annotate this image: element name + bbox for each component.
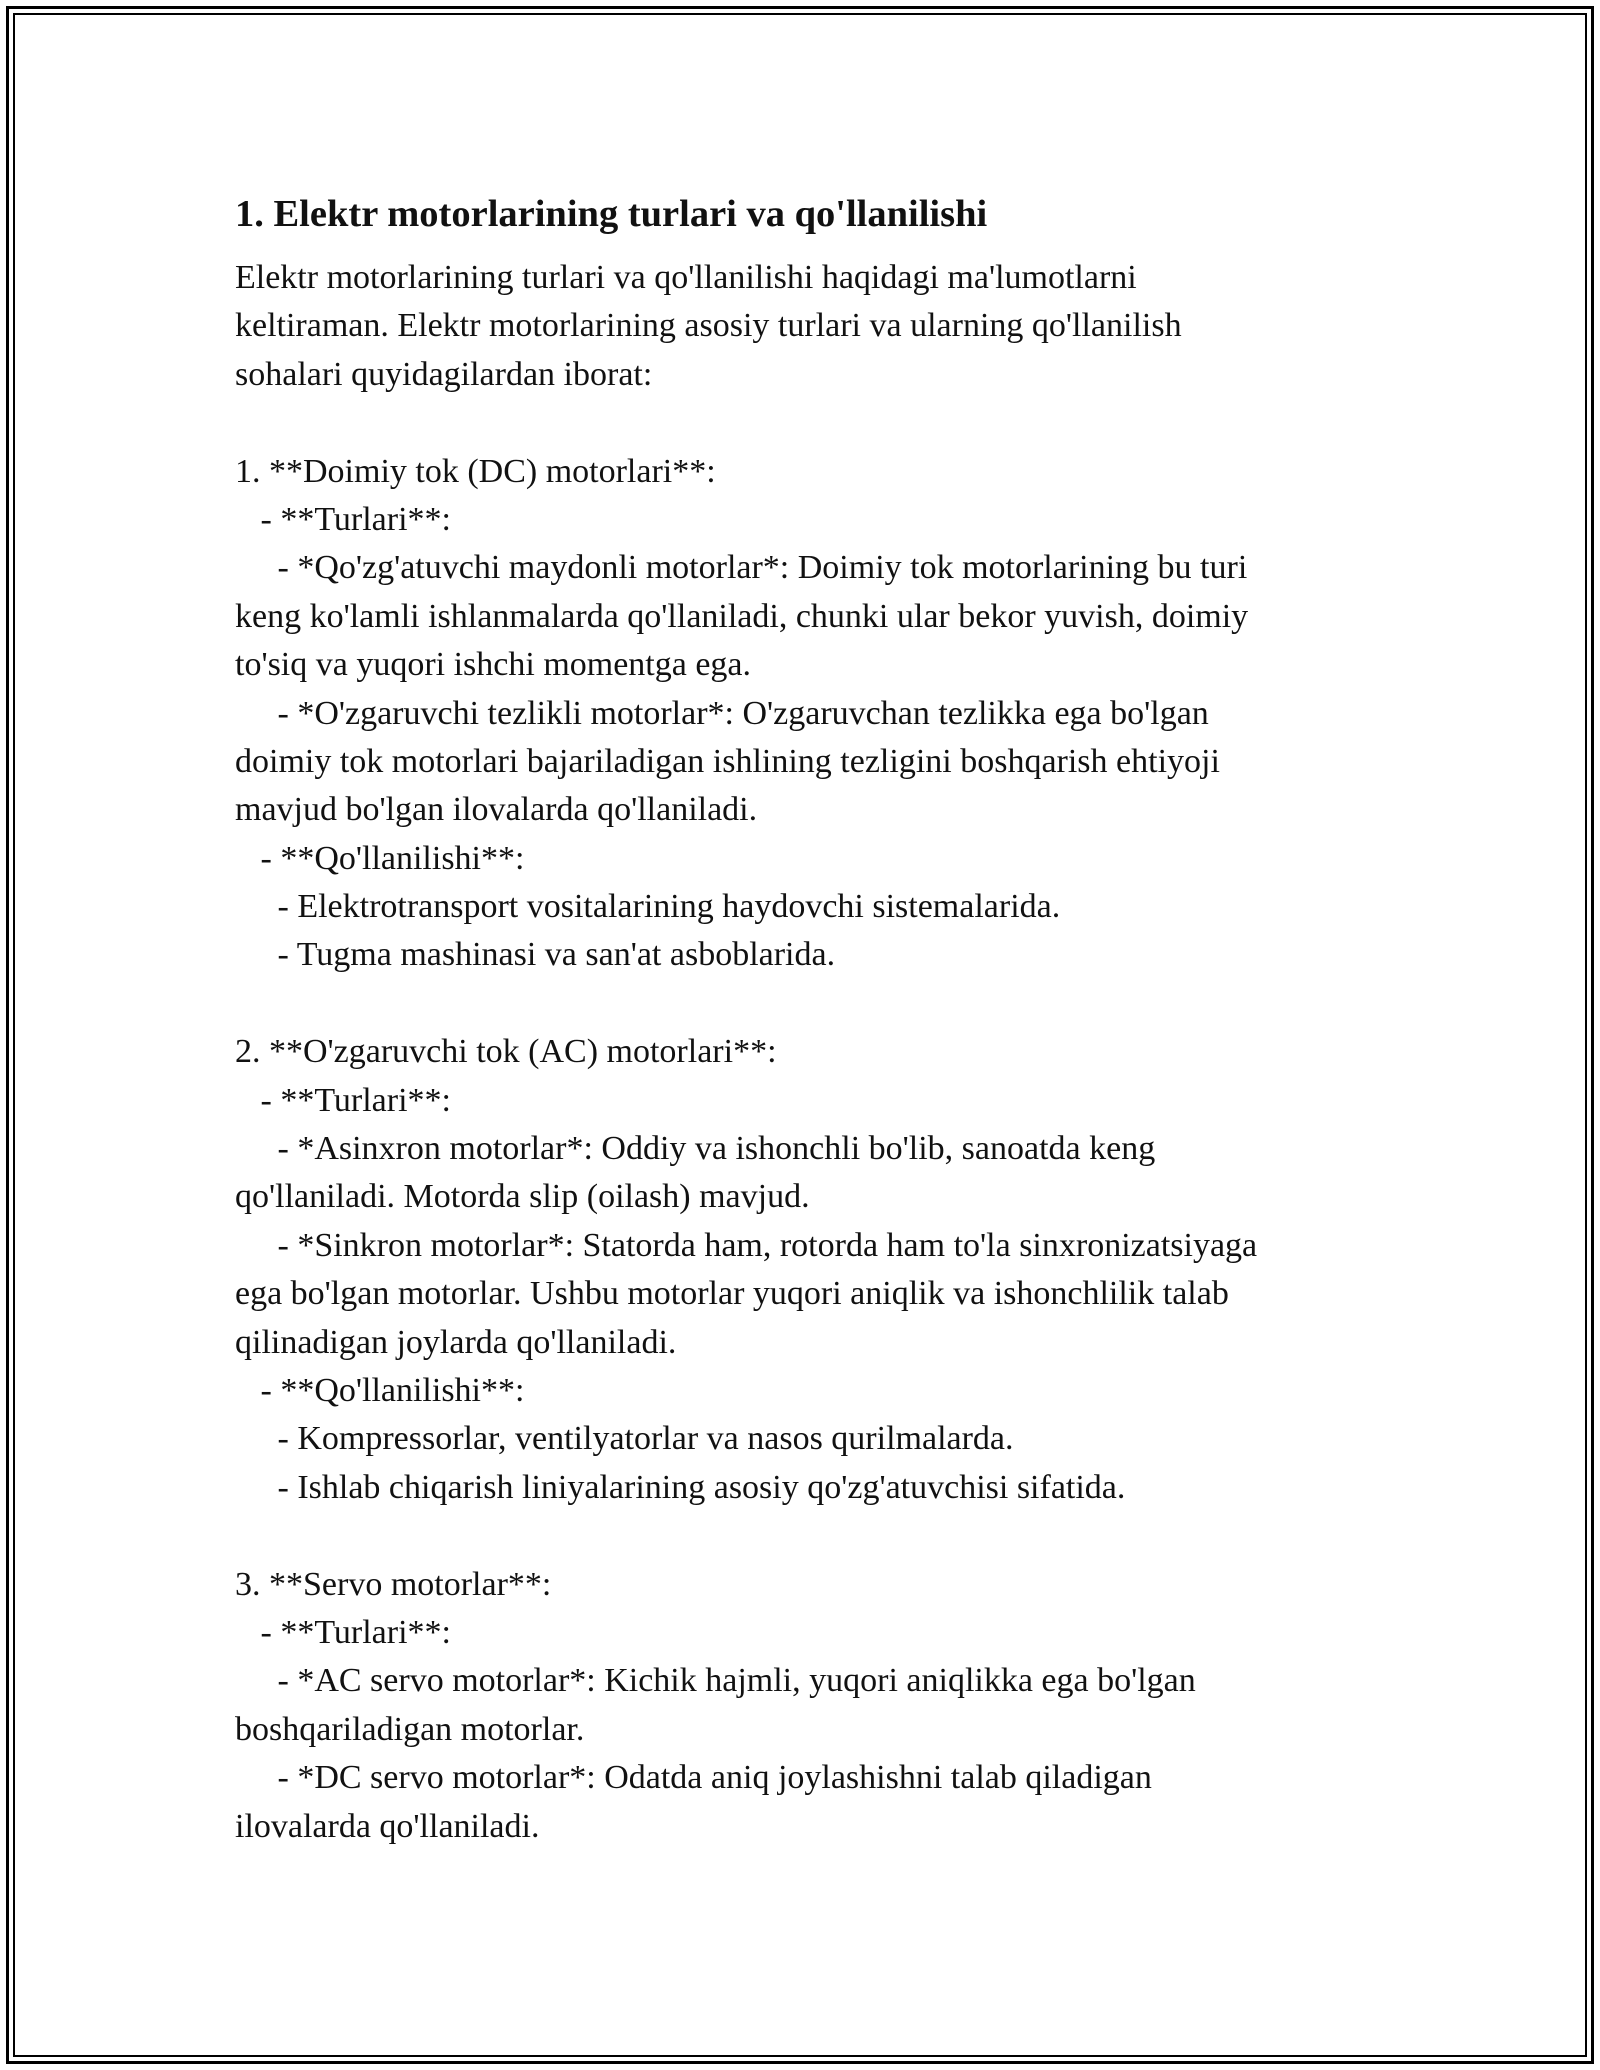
body-line: - *O'zgaruvchi tezlikli motorlar*: O'zgaruvchan tezlikka ega bo'lgan bbox=[235, 694, 1209, 732]
body-line: - *Qo'zg'atuvchi maydonli motorlar*: Doimiy tok motorlarining bu turi bbox=[235, 549, 1248, 587]
body-line: - *DC servo motorlar*: Odatda aniq joylashishni talab qiladigan bbox=[235, 1759, 1152, 1797]
body-line: sohalari quyidagilardan iborat: bbox=[235, 355, 653, 393]
body-line: qo'llaniladi. Motorda slip (oilash) mavjud. bbox=[235, 1178, 810, 1216]
body-line: - Ishlab chiqarish liniyalarining asosiy qo'zg'atuvchisi sifatida. bbox=[235, 1468, 1126, 1506]
body-line: - **Turlari**: bbox=[235, 1613, 451, 1651]
body-line bbox=[235, 980, 1365, 1028]
document-content bbox=[235, 188, 1365, 1851]
body-line: 2. **O'zgaruvchi tok (AC) motorlari**: bbox=[235, 1033, 777, 1071]
body-line bbox=[235, 399, 1365, 447]
body-line: boshqariladigan motorlar. bbox=[235, 1710, 585, 1748]
body-line: - **Turlari**: bbox=[235, 500, 451, 538]
body-line: keng ko'lamli ishlanmalarda qo'llaniladi, chunki ular bekor yuvish, doimiy bbox=[235, 597, 1249, 635]
body-line: Elektr motorlarining turlari va qo'llanilishi haqidagi ma'lumotlarni bbox=[235, 259, 1137, 296]
body-line: - *Sinkron motorlar*: Statorda ham, rotorda ham to'la sinxronizatsiyaga bbox=[235, 1226, 1258, 1264]
document-title: 1. Elektr motorlarining turlari va qo'llanilishi bbox=[235, 193, 988, 235]
body-line: 1. **Doimiy tok (DC) motorlari**: bbox=[235, 452, 716, 490]
body-line bbox=[235, 1512, 1365, 1560]
body-line: - *AC servo motorlar*: Kichik hajmli, yuqori aniqlikka ega bo'lgan bbox=[235, 1662, 1196, 1700]
body-line: 3. **Servo motorlar**: bbox=[235, 1565, 552, 1603]
body-line: mavjud bo'lgan ilovalarda qo'llaniladi. bbox=[235, 791, 758, 829]
body-line: - *Asinxron motorlar*: Oddiy va ishonchli bo'lib, sanoatda keng bbox=[235, 1130, 1156, 1168]
body-line: - **Turlari**: bbox=[235, 1081, 451, 1119]
body-line: keltiraman. Elektr motorlarining asosiy turlari va ularning qo'llanilish bbox=[235, 307, 1182, 345]
body-line: ilovalarda qo'llaniladi. bbox=[235, 1807, 540, 1845]
document-body bbox=[235, 254, 1365, 1851]
body-line: to'siq va yuqori ishchi momentga ega. bbox=[235, 646, 752, 684]
body-line: - Tugma mashinasi va san'at asboblarida. bbox=[235, 936, 836, 974]
body-line: - Elektrotransport vositalarining haydovchi sistemalarida. bbox=[235, 888, 1061, 926]
body-line: ega bo'lgan motorlar. Ushbu motorlar yuqori aniqlik va ishonchlilik talab bbox=[235, 1275, 1229, 1313]
body-line: doimiy tok motorlari bajariladigan ishlining tezligini boshqarish ehtiyoji bbox=[235, 742, 1220, 780]
body-line: - Kompressorlar, ventilyatorlar va nasos qurilmalarda. bbox=[235, 1420, 1014, 1458]
body-line: qilinadigan joylarda qo'llaniladi. bbox=[235, 1323, 677, 1361]
body-line: - **Qo'llanilishi**: bbox=[235, 839, 525, 877]
body-line: - **Qo'llanilishi**: bbox=[235, 1371, 525, 1409]
